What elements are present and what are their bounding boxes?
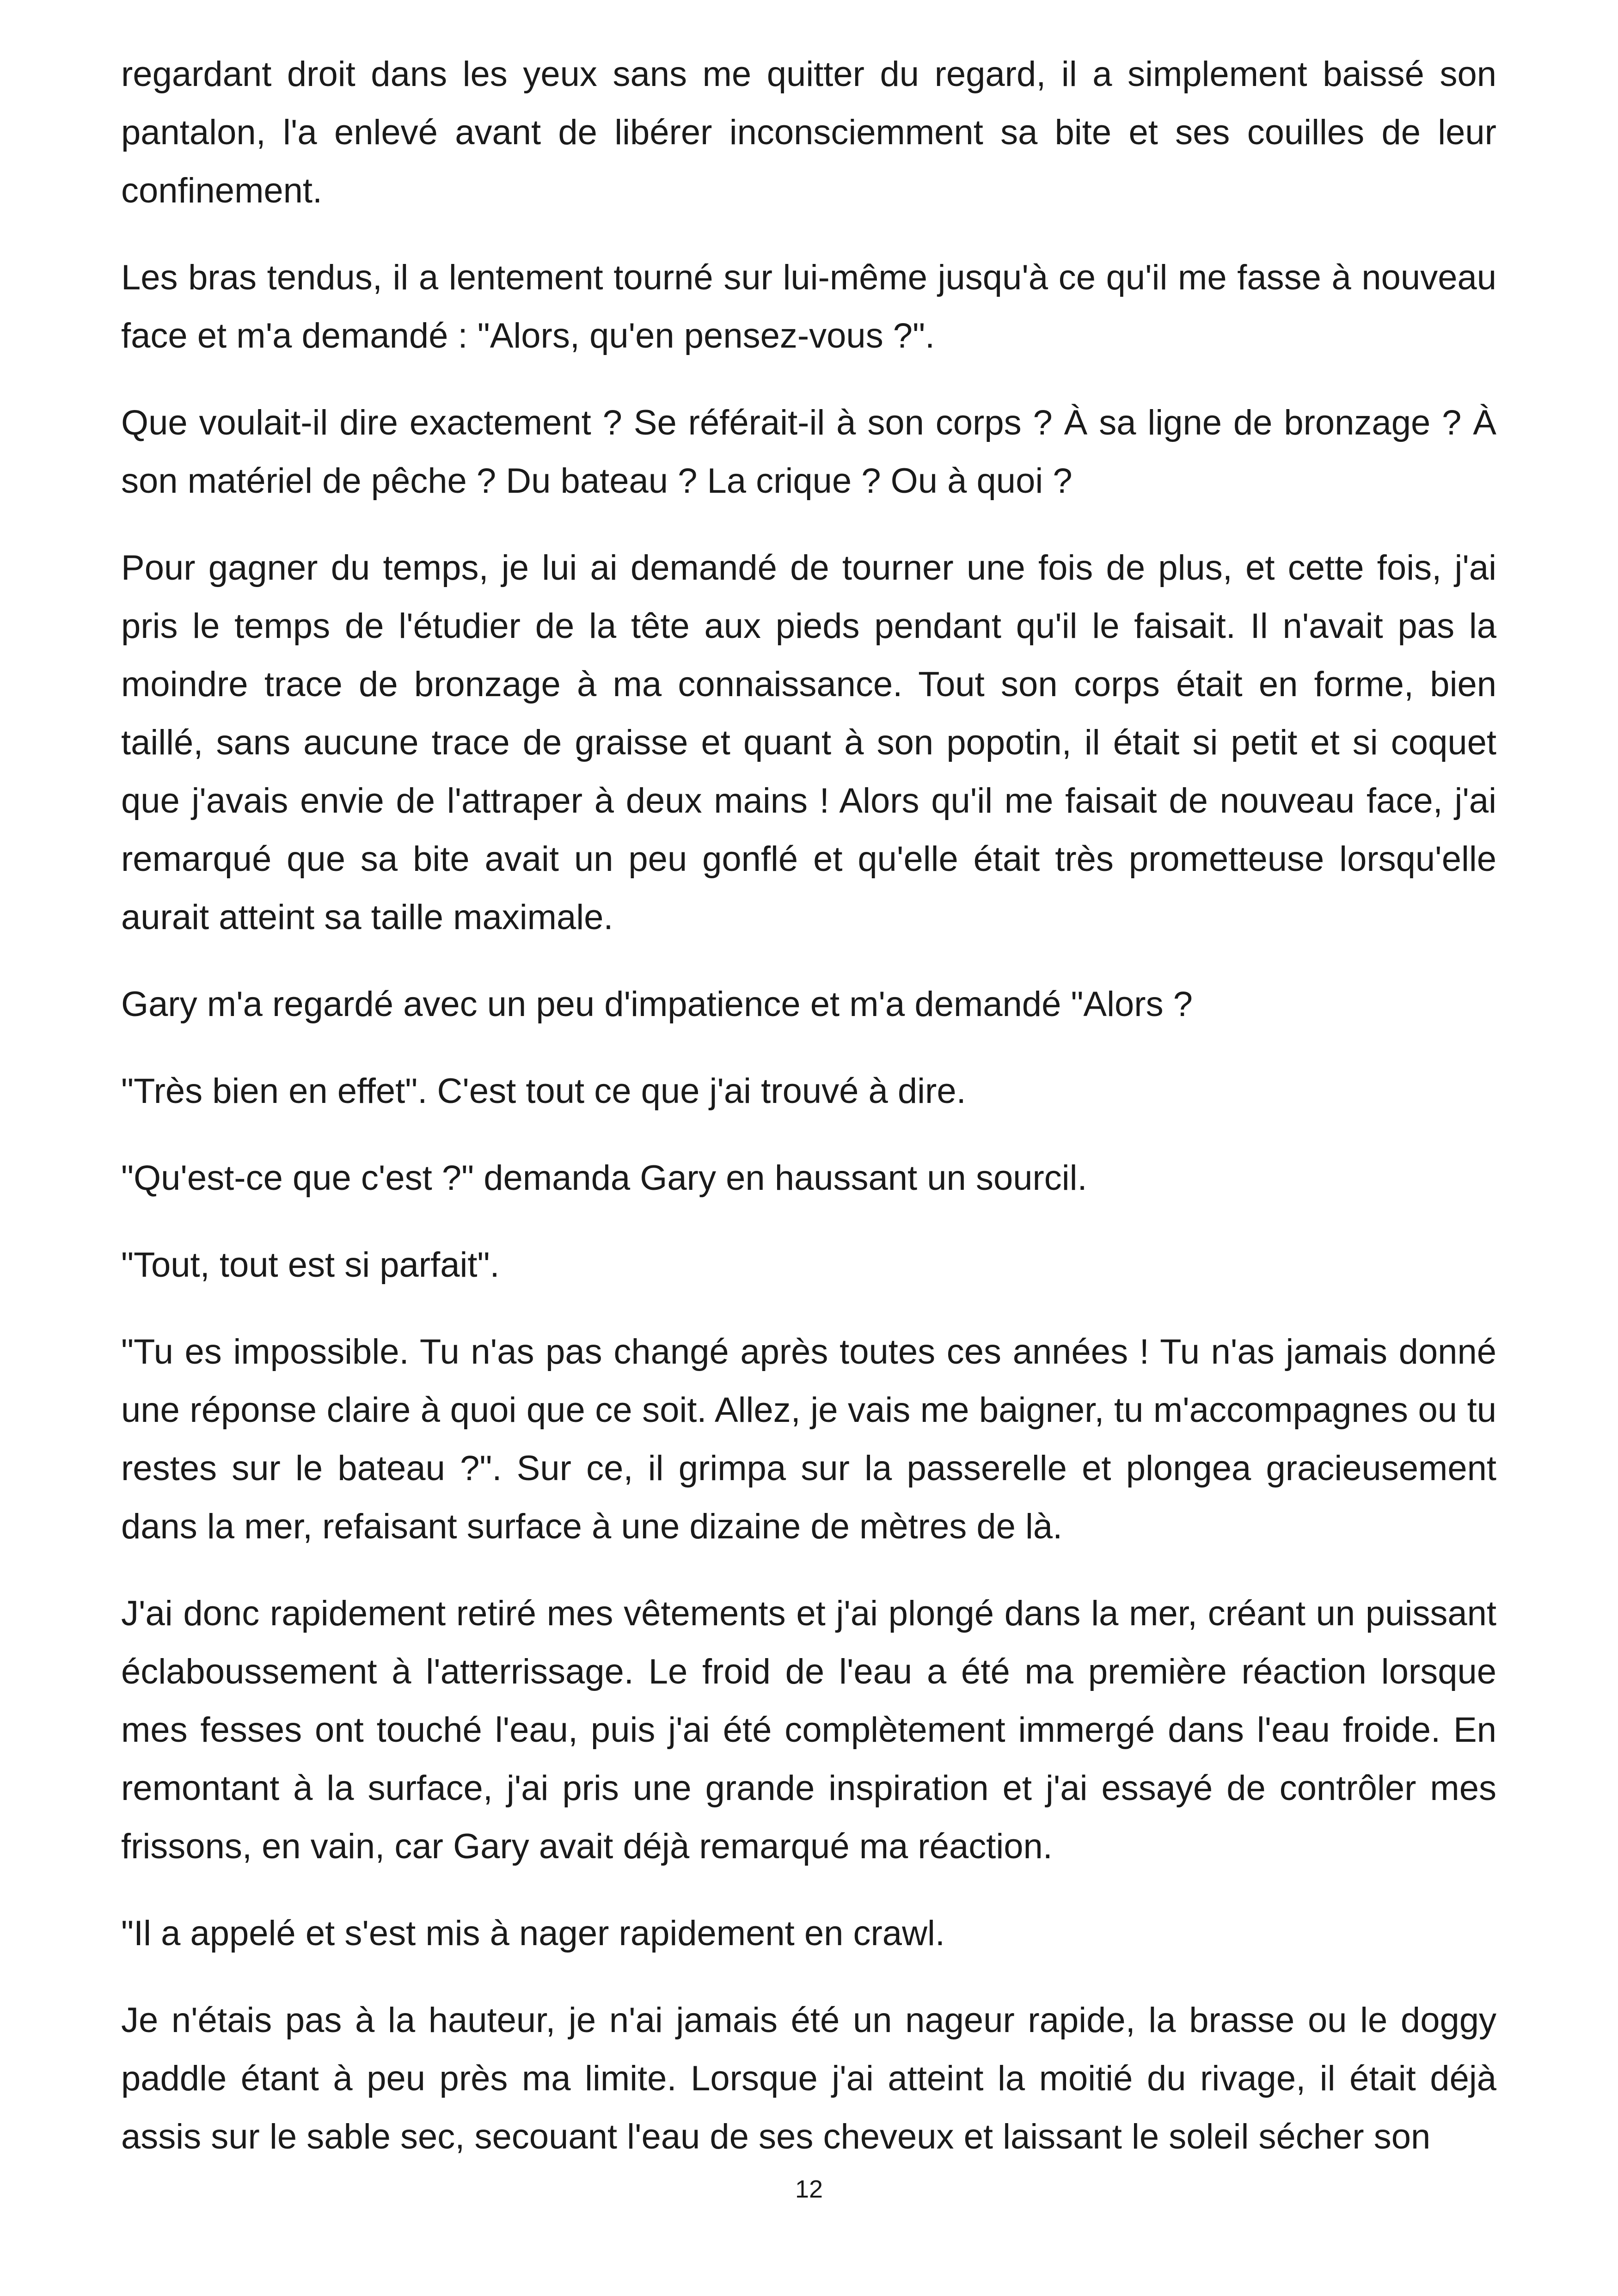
paragraph: Je n'étais pas à la hauteur, je n'ai jamais été un nageur rapide, la brasse ou le doggy paddle étant à peu près ma limite. Lorsque j'ai atteint la moitié du rivage, il était déjà assis sur le sable sec, secouant l'eau de ses cheveux et laissant le soleil sécher son: [121, 2001, 1496, 2156]
paragraph: "Tout, tout est si parfait".: [121, 1245, 500, 1285]
paragraph: "Tu es impossible. Tu n'as pas changé après toutes ces années ! Tu n'as jamais donné une réponse claire à quoi que ce soit. Allez, je vais me baigner, tu m'accompagnes ou tu restes sur le bateau ?". Sur ce, il grimpa sur la passerelle et plongea gracieusement dans la mer, refaisant surface à une dizaine de mètres de là.: [121, 1332, 1496, 1546]
paragraph: Les bras tendus, il a lentement tourné sur lui-même jusqu'à ce qu'il me fasse à nouveau face et m'a demandé : "Alors, qu'en pensez-vous ?".: [121, 258, 1496, 355]
page-number: 12: [795, 2175, 823, 2203]
paragraph: "Il a appelé et s'est mis à nager rapidement en crawl.: [121, 1914, 945, 1953]
paragraph: regardant droit dans les yeux sans me quitter du regard, il a simplement baissé son pantalon, l'a enlevé avant de libérer inconsciemment sa bite et ses couilles de leur confinement.: [121, 55, 1496, 210]
paragraph: Que voulait-il dire exactement ? Se référait-il à son corps ? À sa ligne de bronzage ? À son matériel de pêche ? Du bateau ? La crique ? Ou à quoi ?: [121, 403, 1496, 501]
paragraph: Pour gagner du temps, je lui ai demandé de tourner une fois de plus, et cette fois, j'ai pris le temps de l'étudier de la tête aux pieds pendant qu'il le faisait. Il n'avait pas la moindre trace de bronzage à ma connaissance. Tout son corps était en forme, bien taillé, sans aucune trace de graisse et quant à son popotin, il était si petit et si coquet que j'avais envie de l'attraper à deux mains ! Alors qu'il me faisait de nouveau face, j'ai remarqué que sa bite avait un peu gonflé et qu'elle était très prometteuse lorsqu'elle aurait atteint sa taille maximale.: [121, 548, 1496, 937]
paragraph: Gary m'a regardé avec un peu d'impatience et m'a demandé "Alors ?: [121, 985, 1193, 1024]
paragraph: "Très bien en effet". C'est tout ce que j'ai trouvé à dire.: [121, 1071, 966, 1111]
body-text: [121, 45, 1496, 2195]
paragraph: "Qu'est-ce que c'est ?" demanda Gary en haussant un sourcil.: [121, 1158, 1087, 1198]
paragraph: J'ai donc rapidement retiré mes vêtements et j'ai plongé dans la mer, créant un puissant éclaboussement à l'atterrissage. Le froid de l'eau a été ma première réaction lorsque mes fesses ont touché l'eau, puis j'ai été complètement immergé dans l'eau froide. En remontant à la surface, j'ai pris une grande inspiration et j'ai essayé de contrôler mes frissons, en vain, car Gary avait déjà remarqué ma réaction.: [121, 1594, 1496, 1866]
